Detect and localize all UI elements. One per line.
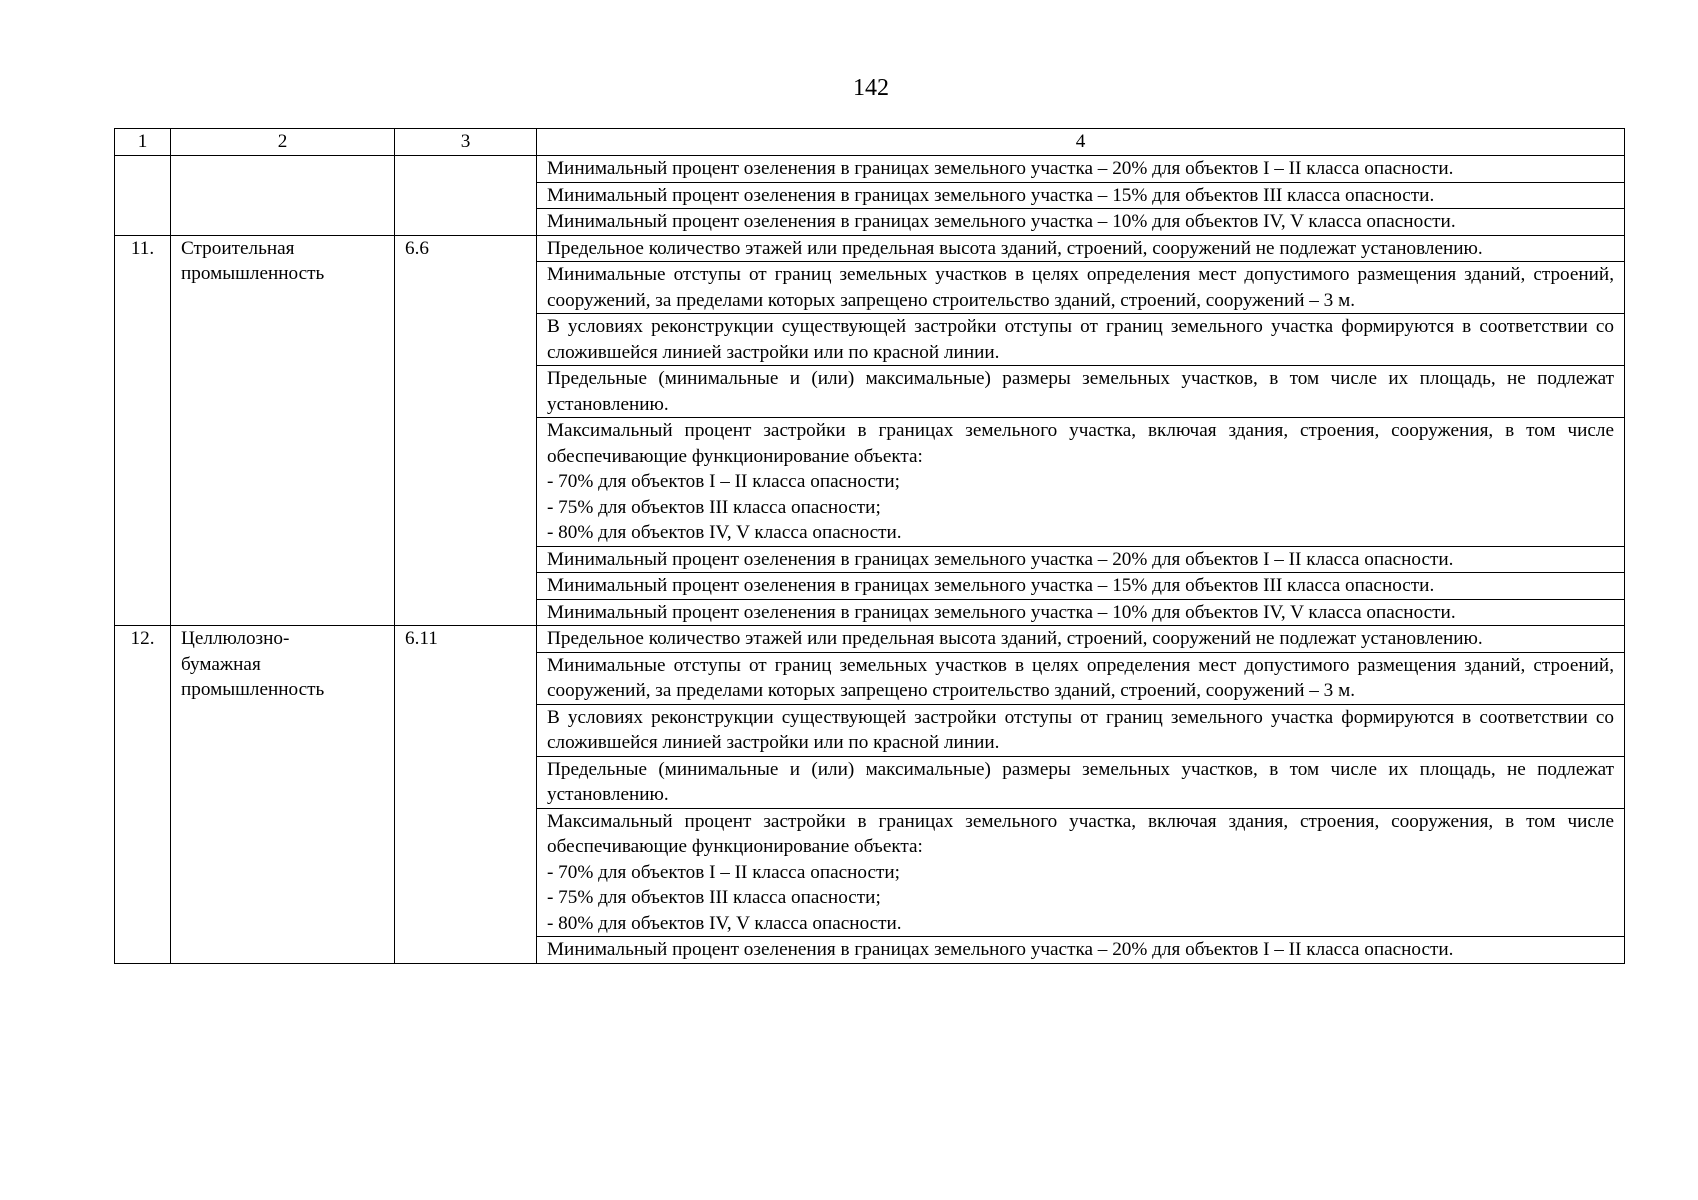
cell-requirement: Минимальный процент озеленения в границах земельного участка – 20% для объектов I – II класса опасности.: [537, 156, 1625, 183]
cell-requirement: В условиях реконструкции существующей застройки отступы от границ земельного участка формируются в соответствии со сложившейся линией застройки или по красной линии.: [537, 704, 1625, 756]
cell-name-11: Строительная промышленность: [171, 235, 395, 626]
cell-requirement: Предельное количество этажей или предельная высота зданий, строений, сооружений не подлежат установлению.: [537, 235, 1625, 262]
table-body: [115, 156, 1625, 964]
cell-name-continued: [171, 156, 395, 236]
build-percent-item: - 70% для объектов I – II класса опасности;: [547, 471, 900, 492]
cell-requirement: Предельные (минимальные и (или) максимальные) размеры земельных участков, в том числе их площадь, не подлежат установлению.: [537, 756, 1625, 808]
table-header: [115, 129, 1625, 156]
cell-requirement: Предельное количество этажей или предельная высота зданий, строений, сооружений не подлежат установлению.: [537, 626, 1625, 653]
cell-num-continued: [115, 156, 171, 236]
cell-requirement-build-percent: [537, 808, 1625, 937]
cell-requirement: Минимальный процент озеленения в границах земельного участка – 15% для объектов III класса опасности.: [537, 182, 1625, 209]
column-header-4: 4: [537, 129, 1625, 156]
cell-code-11: 6.6: [395, 235, 537, 626]
cell-requirement: Минимальные отступы от границ земельных участков в целях определения мест допустимого размещения зданий, строений, сооружений, за пределами которых запрещено строительство зданий, строений, сооружений – 3 м.: [537, 262, 1625, 314]
cell-code-continued: [395, 156, 537, 236]
table-row: [115, 156, 1625, 183]
cell-requirement: Минимальный процент озеленения в границах земельного участка – 15% для объектов III класса опасности.: [537, 573, 1625, 600]
name-line: Целлюлозно-: [181, 628, 290, 649]
table-row: [115, 626, 1625, 653]
build-percent-item: - 75% для объектов III класса опасности;: [547, 887, 881, 908]
cell-num-12: 12.: [115, 626, 171, 964]
page-number: 142: [853, 75, 889, 101]
column-header-3: 3: [395, 129, 537, 156]
cell-requirement: Минимальный процент озеленения в границах земельного участка – 10% для объектов IV, V класса опасности.: [537, 599, 1625, 626]
build-percent-item: - 80% для объектов IV, V класса опасности.: [547, 522, 902, 543]
regulations-table: [114, 128, 1625, 964]
cell-code-12: 6.11: [395, 626, 537, 964]
table-row: [115, 235, 1625, 262]
cell-requirement: Минимальные отступы от границ земельных участков в целях определения мест допустимого размещения зданий, строений, сооружений, за пределами которых запрещено строительство зданий, строений, сооружений – 3 м.: [537, 652, 1625, 704]
build-percent-item: - 80% для объектов IV, V класса опасности.: [547, 912, 902, 934]
build-percent-intro: Максимальный процент застройки в границах земельного участка, включая здания, строения, сооружения, в том числе обеспечивающие функционирование объекта:: [547, 420, 1614, 467]
header-row: [115, 129, 1625, 156]
build-percent-item: - 75% для объектов III класса опасности;: [547, 496, 881, 518]
cell-name-12: [171, 626, 395, 964]
build-percent-intro: Максимальный процент застройки в границах земельного участка, включая здания, строения, сооружения, в том числе обеспечивающие функционирование объекта:: [547, 810, 1614, 857]
cell-requirement: Предельные (минимальные и (или) максимальные) размеры земельных участков, в том числе их площадь, не подлежат установлению.: [537, 366, 1625, 418]
name-line: промышленность: [181, 679, 325, 700]
cell-requirement-build-percent: [537, 418, 1625, 547]
cell-requirement: Минимальный процент озеленения в границах земельного участка – 20% для объектов I – II класса опасности.: [537, 937, 1625, 964]
cell-requirement: В условиях реконструкции существующей застройки отступы от границ земельного участка формируются в соответствии со сложившейся линией застройки или по красной линии.: [537, 314, 1625, 366]
cell-requirement: Минимальный процент озеленения в границах земельного участка – 10% для объектов IV, V класса опасности.: [537, 209, 1625, 236]
name-line: бумажная: [181, 653, 261, 675]
cell-num-11: 11.: [115, 235, 171, 626]
column-header-2: 2: [171, 129, 395, 156]
build-percent-item: - 70% для объектов I – II класса опасности;: [547, 861, 900, 883]
column-header-1: 1: [115, 129, 171, 156]
cell-requirement: Минимальный процент озеленения в границах земельного участка – 20% для объектов I – II класса опасности.: [537, 546, 1625, 573]
